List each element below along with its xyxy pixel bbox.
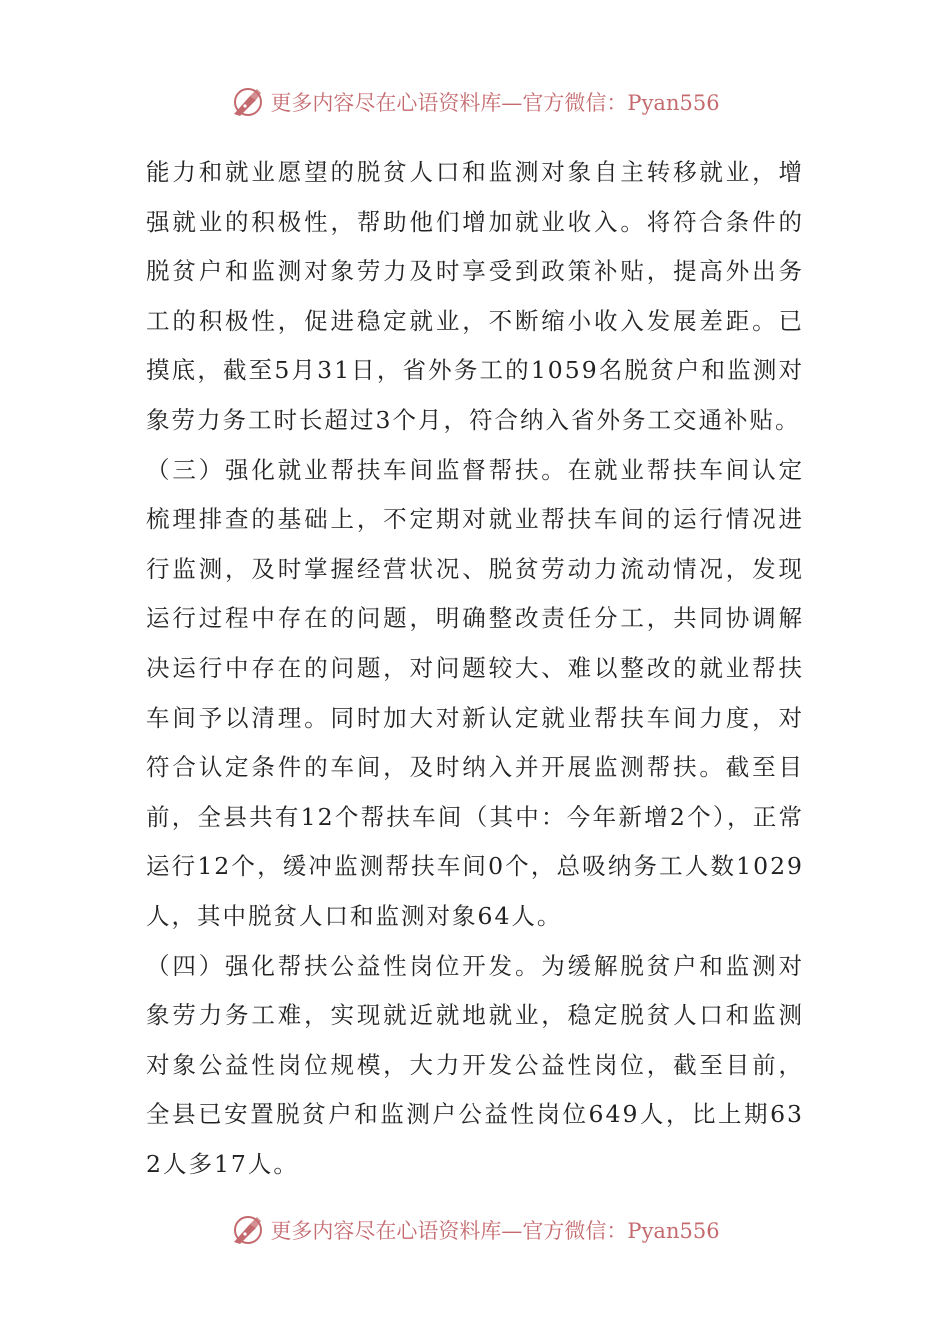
banner-text: 更多内容尽在心语资料库—官方微信：Pyan556 (270, 1219, 720, 1243)
header-banner (0, 82, 950, 122)
paragraph-2: （三）强化就业帮扶车间监督帮扶。在就业帮扶车间认定梳理排查的基础上，不定期对就业帮扶车间的运行情况进行监测，及时掌握经营状况、脱贫劳动力流动情况，发现运行过程中存在的问题，明确整改责任分工，共同协调解决运行中存在的问题，对问题较大、难以整改的就业帮扶车间予以清理。同时加大对新认定就业帮扶车间力度，对符合认定条件的车间，及时纳入并开展监测帮扶。截至目前，全县共有12个帮扶车间（其中：今年新增2个），正常运行12个，缓冲监测帮扶车间0个，总吸纳务工人数1029人，其中脱贫人口和监测对象64人。 (146, 455, 804, 930)
pen-nib-logo-icon (230, 84, 266, 120)
banner-text: 更多内容尽在心语资料库—官方微信：Pyan556 (270, 91, 720, 115)
pen-nib-logo-icon (230, 1212, 266, 1248)
paragraph-1: 能力和就业愿望的脱贫人口和监测对象自主转移就业，增强就业的积极性，帮助他们增加就业收入。将符合条件的脱贫户和监测对象劳力及时享受到政策补贴，提高外出务工的积极性，促进稳定就业，不断缩小收入发展差距。已摸底，截至5月31日，省外务工的1059名脱贫户和监测对象劳力务工时长超过3个月，符合纳入省外务工交通补贴。 (146, 158, 804, 434)
document-body (146, 148, 804, 1189)
paragraph-3: （四）强化帮扶公益性岗位开发。为缓解脱贫户和监测对象劳力务工难，实现就近就地就业，稳定脱贫人口和监测对象公益性岗位规模，大力开发公益性岗位，截至目前，全县已安置脱贫户和监测户公益性岗位649人，比上期632人多17人。 (146, 951, 804, 1178)
footer-banner (0, 1210, 950, 1250)
